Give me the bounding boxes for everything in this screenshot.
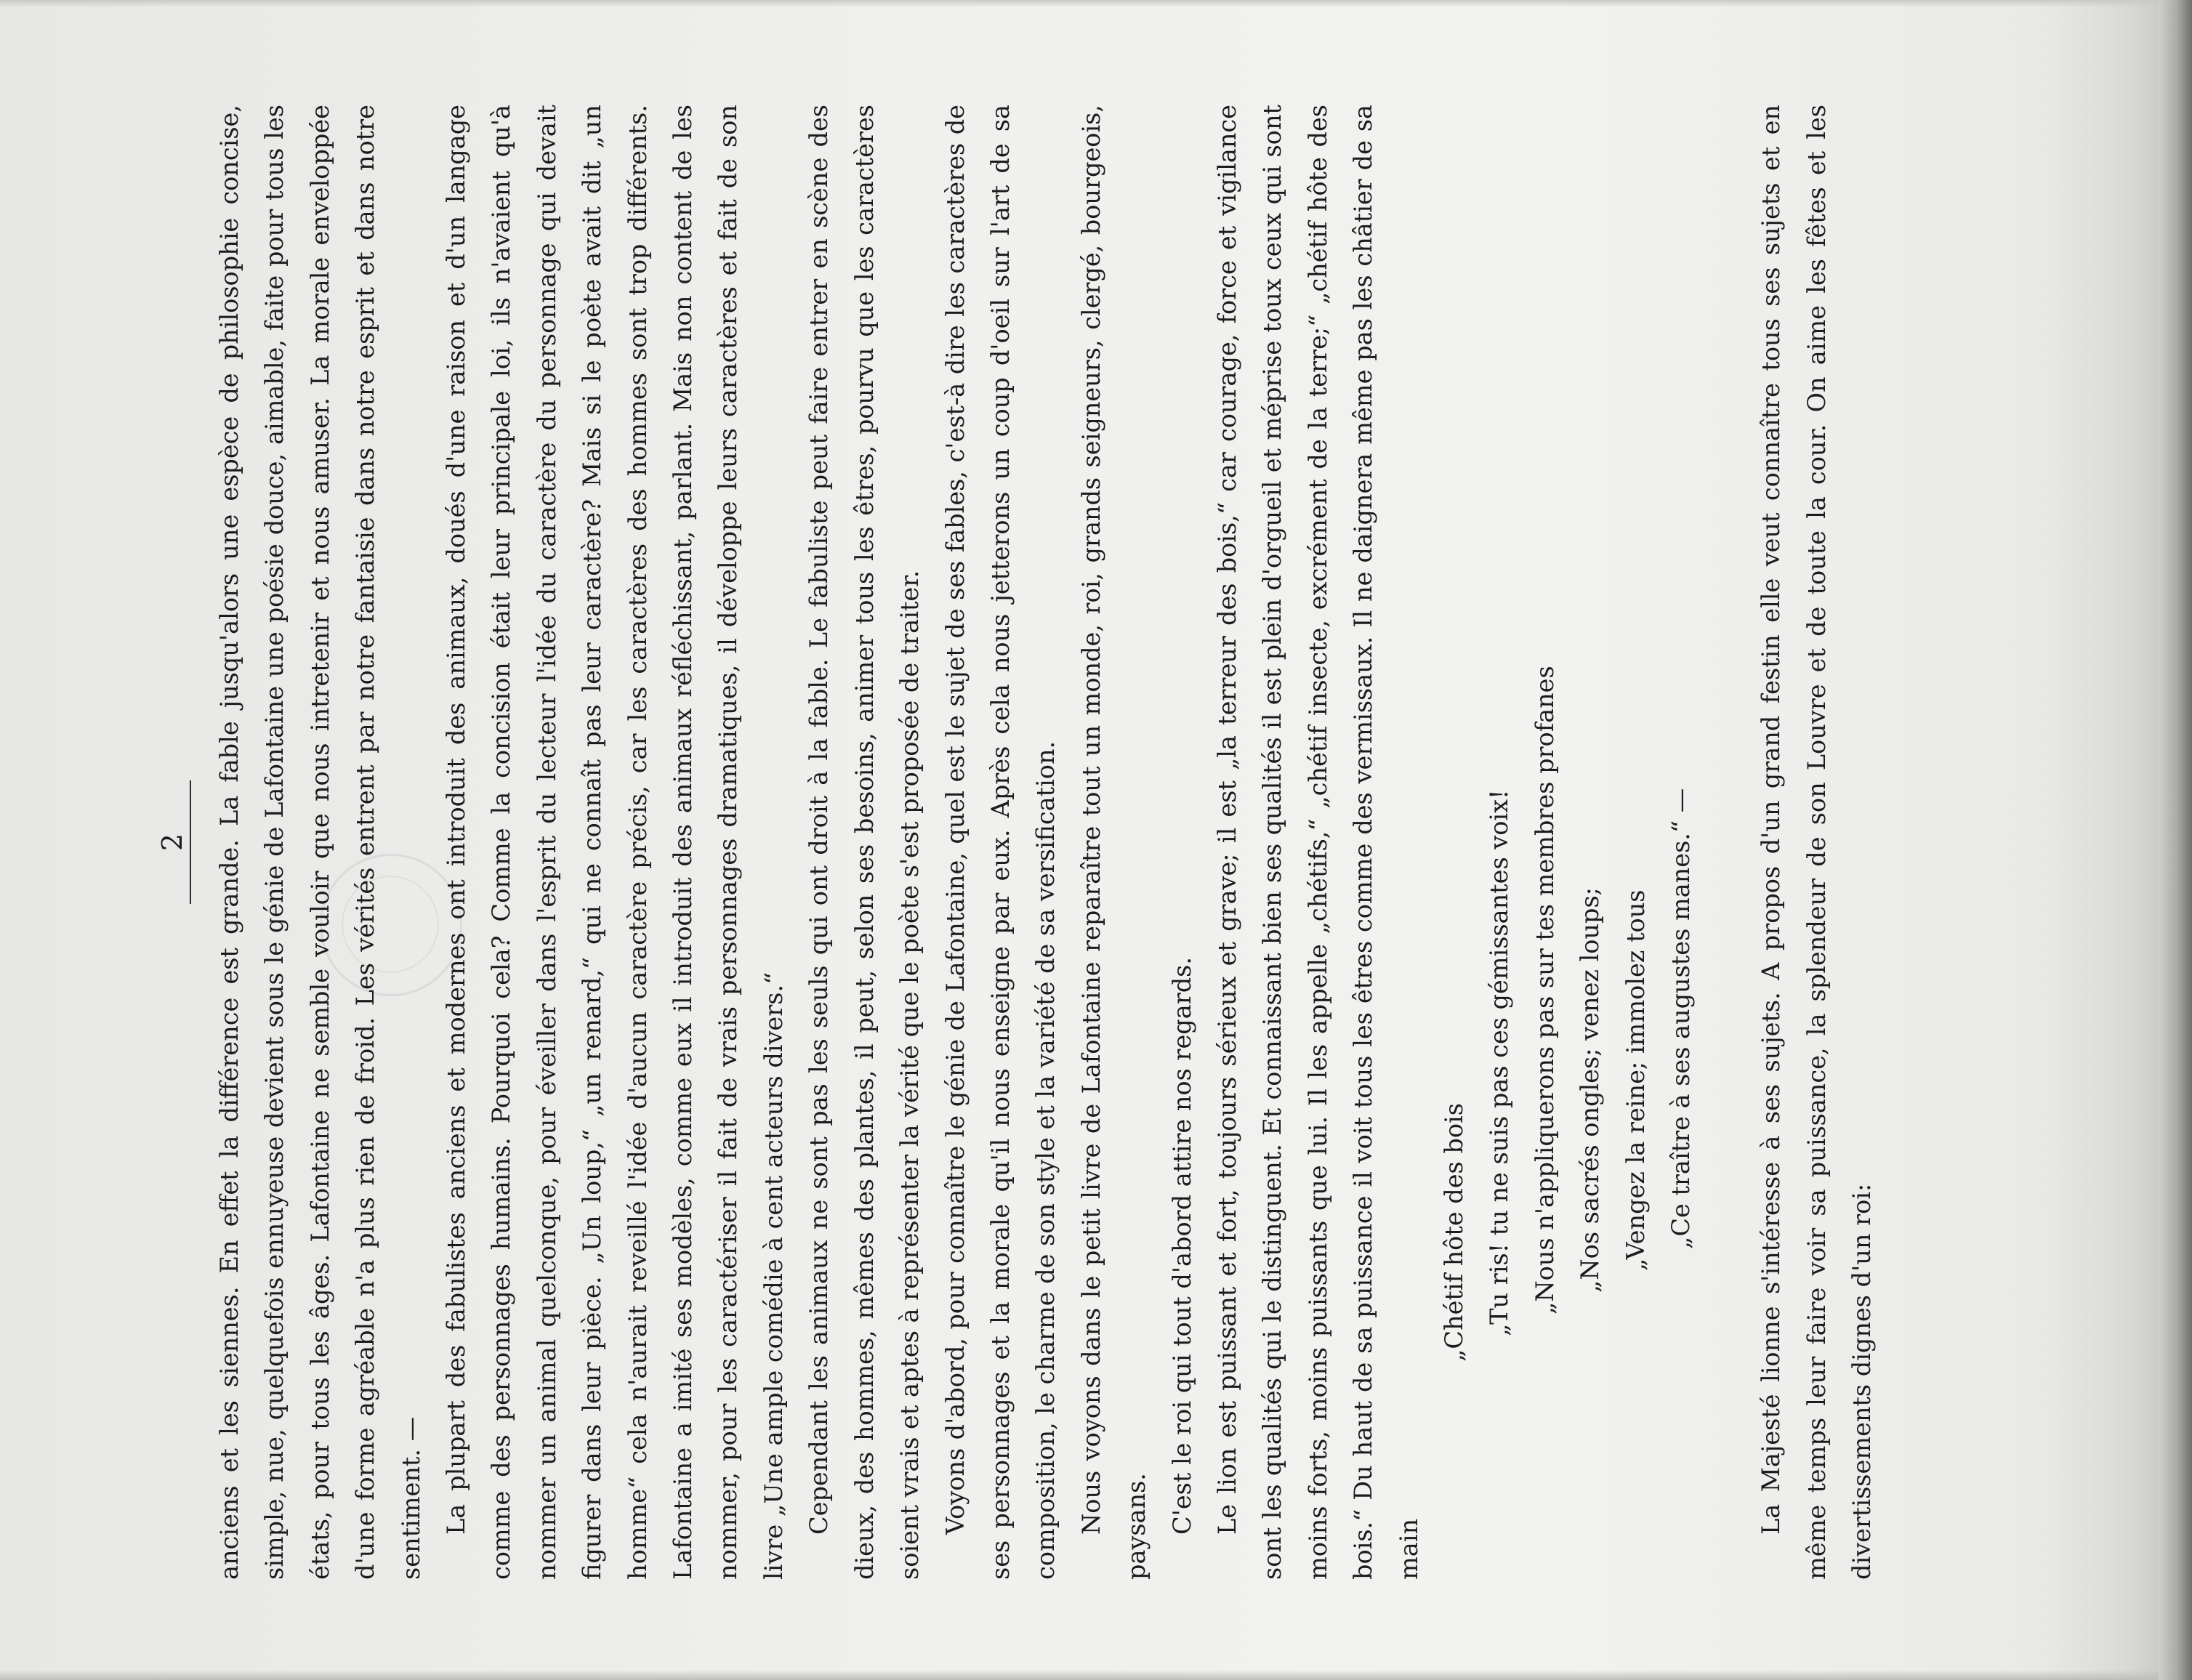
paragraph-fabulists: La plupart des fabulistes anciens et modernes ont introduit des animaux, doués d'une raison et d'un langage comme des personnages humains. Pourquoi cela? Comme la concision était leur principale loi, ils n'avaient qu'à nommer un animal quelconque, pour éveiller dans l'esprit du lecteur l'idée du caractère du personnage qui devait figurer dans leur pièce. „Un loup,“ „un renard,“ qui ne connaît pas leur caractère? Mais si le poète avait dit „un homme“ cela n'aurait reveillé l'idée d'aucun caractère précis, car les caractères des hommes sont trop différents. Lafontaine a imité ses modèles, comme eux il introduit des animaux réfléchissant, parlant. Mais non content de les nommer, pour les caractériser il fait de vrais personnages dramatiques, il développe leurs caractères et fait de son livre „Une ample comédie à cent acteurs divers.“ (442, 105, 788, 1580)
scan-edge-top (0, 0, 2192, 7)
scan-edge-right (2159, 0, 2192, 1680)
verse-line: „Tu ris! tu ne suis pas ces gémissantes voix! (1485, 789, 1514, 1336)
scan-edge-bottom (0, 1670, 2192, 1680)
verse-quote (1432, 105, 1704, 1580)
verse-line: „Nos sacrés ongles; venez loups; (1576, 887, 1605, 1293)
verse-line: „Nous n'appliquerons pas sur tes membres profanes (1530, 666, 1559, 1314)
paragraph-plan: Voyons d'abord, pour connaître le génie de Lafontaine, quel est le sujet de ses fables, c'est-à dire les caractères de ses personnages et la morale qu'il nous enseigne par eux. Après cela nous jetterons un coup d'oeil sur l'art de sa composition, le charme de son style et la variété de sa versification. (940, 105, 1060, 1580)
rotated-text-page (156, 105, 1930, 1580)
paragraph-world: Nous voyons dans le petit livre de Lafontaine reparaître tout un monde, roi, grands seigneurs, clergé, bourgeois, paysans. (1076, 105, 1151, 1580)
page-number: 2 (156, 833, 188, 852)
verse-line: „Chétif hôte des bois (1439, 1103, 1468, 1362)
paragraph-king-intro: C'est le roi qui tout d'abord attire nos regards. (1167, 957, 1196, 1535)
paragraph-animals: Cependant les animaux ne sont pas les seuls qui ont droit à la fable. Le fabuliste peut faire entrer en scène des dieux, des hommes, mêmes des plantes, il peut, selon ses besoins, animer tous les êtres, pourvu que les caractères soient vrais et aptes à représenter la vérité que le poète s'est proposée de traiter. (805, 105, 924, 1580)
paragraph-lioness: La Majesté lionne s'intéresse à ses sujets. A propos d'un grand festin elle veut connaître tous ses sujets et en même temps leur faire voir sa puissance, la splendeur de son Louvre et de toute la cour. On aime les fêtes et les divertissements dignes d'un roi: (1757, 105, 1877, 1580)
header-rule (190, 780, 191, 904)
verse-line: „Vengez la reine; immolez tous (1621, 889, 1650, 1271)
paragraph-lion: Le lion est puissant et fort, toujours sérieux et grave; il est „la terreur des bois,“ car courage, force et vigilance sont les qualités qui le distinguent. Et connaissant bien ses qualités il est plein d'orgueil et méprise toux ceux qui sont moins forts, moins puissants que lui. Il les appelle „chétifs,“ „chétif insecte, excrément de la terre;“ „chétif hôte des bois.“ Du haut de sa puissance il voit tous les êtres comme des vermissaux. Il ne daignera même pas les châtier de sa main (1212, 105, 1423, 1580)
verse-line: „Ce traître à ses augustes manes.“ — (1667, 788, 1695, 1249)
paragraph-intro: anciens et les siennes. En effet la différence est grande. La fable jusqu'alors une espèce de philosophie concise, simple, nue, quelquefois ennuyeuse devient sous le génie de Lafontaine une poésie douce, aimable, faite pour tous les états, pour tous les âges. Lafontaine ne semble vouloir que nous intretenir et nous amuser. La morale enveloppée d'une forme agréable n'a plus rien de froid. Les vérités entrent par notre fantaisie dans notre esprit et dans notre sentiment. — (215, 105, 425, 1580)
